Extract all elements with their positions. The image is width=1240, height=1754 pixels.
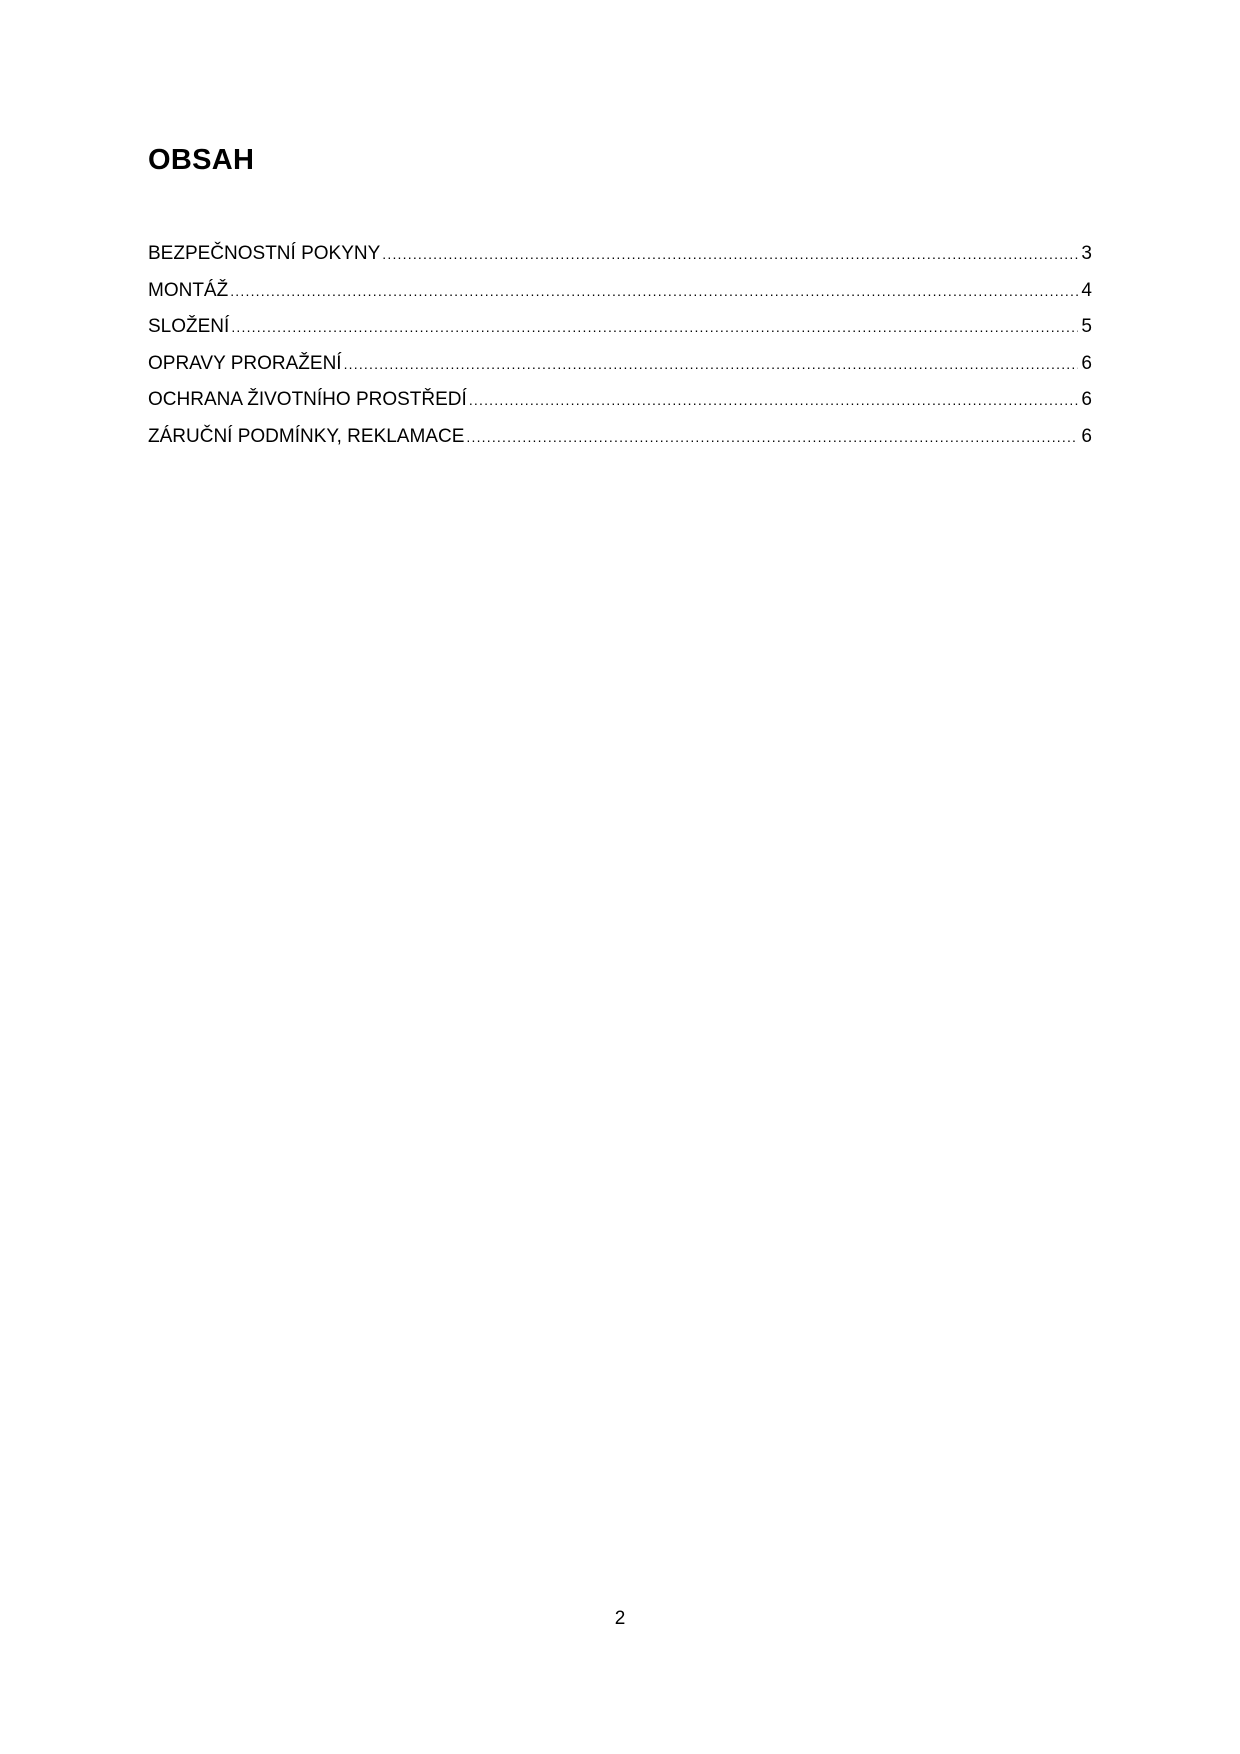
toc-entry-environment[interactable] [148, 389, 1092, 426]
toc-entry-page: 5 [1081, 316, 1092, 337]
page-title: OBSAH [148, 144, 255, 176]
toc-entry-safety[interactable] [148, 243, 1092, 280]
toc-entry-label: MONTÁŽ [148, 279, 229, 301]
page-number: 2 [614, 1608, 626, 1629]
toc-entry-label: SLOŽENÍ [148, 316, 230, 337]
toc-entry-label: BEZPEČNOSTNÍ POKYNY [148, 243, 381, 264]
toc-entry-label: OCHRANA ŽIVOTNÍHO PROSTŘEDÍ [148, 389, 467, 410]
toc-dot-leader [469, 392, 1079, 408]
toc-entry-puncture-repair[interactable] [148, 353, 1092, 390]
toc-entry-page: 3 [1081, 243, 1092, 264]
toc-entry-warranty[interactable] [148, 426, 1092, 463]
toc-dot-leader [382, 246, 1078, 262]
toc-dot-leader [466, 429, 1078, 445]
toc-entry-page: 6 [1081, 425, 1092, 447]
toc-dot-leader [344, 356, 1079, 372]
toc-dot-leader [230, 283, 1078, 299]
toc-entry-assembly[interactable] [148, 280, 1092, 317]
table-of-contents [148, 243, 1092, 462]
toc-entry-label: OPRAVY PRORAŽENÍ [148, 352, 342, 374]
toc-entry-label: ZÁRUČNÍ PODMÍNKY, REKLAMACE [148, 425, 465, 447]
toc-dot-leader [231, 319, 1078, 335]
toc-entry-folding[interactable] [148, 316, 1092, 353]
toc-entry-page: 6 [1081, 352, 1092, 374]
toc-entry-page: 4 [1081, 279, 1092, 301]
toc-entry-page: 6 [1081, 389, 1092, 410]
